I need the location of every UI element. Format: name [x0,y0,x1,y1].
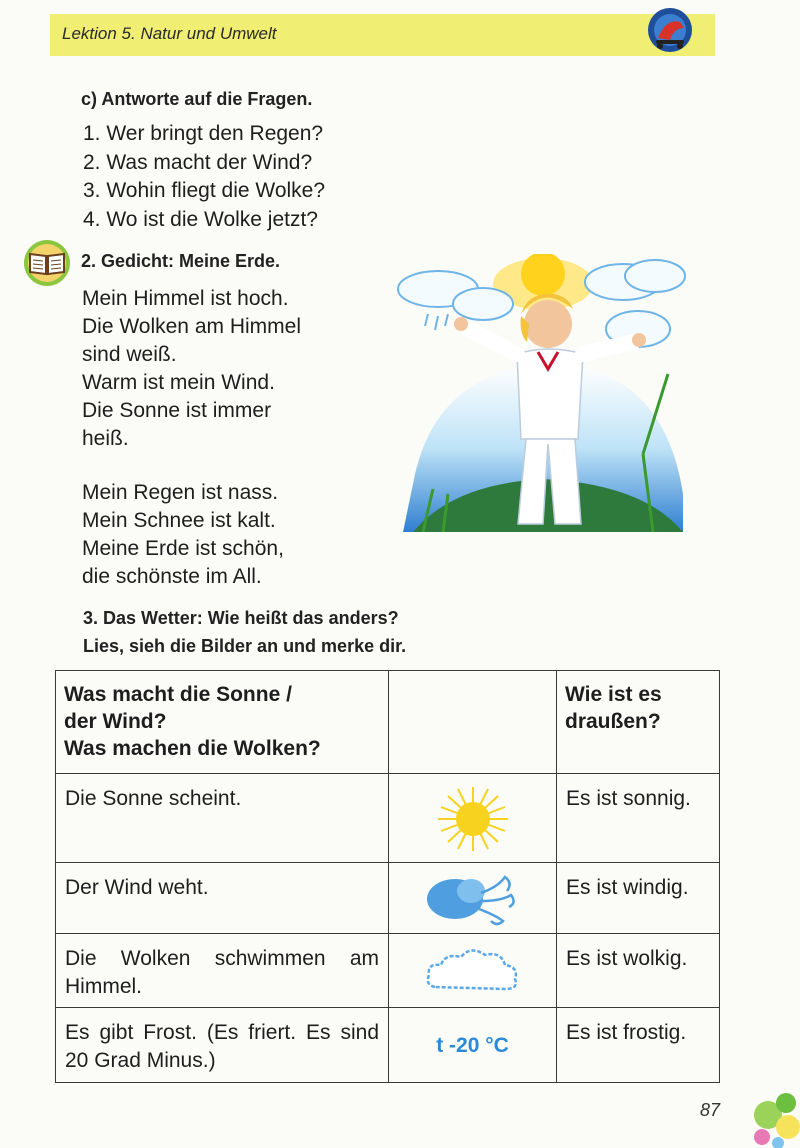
poem-stanza-2 [82,479,284,591]
result-cell: Es ist windig. [566,876,689,899]
lesson-title: Lektion 5. Natur und Umwelt [62,24,277,43]
poem-line: Die Sonne ist immer [82,399,272,422]
wind-icon [423,869,523,929]
cloud-icon [423,943,523,999]
header-line: draußen? [565,710,661,733]
poem-line: Mein Regen ist nass. [82,481,279,504]
header-line: der Wind? [64,710,167,733]
result-cell: Es ist wolkig. [566,947,688,970]
page-number: 87 [700,1100,721,1120]
boy-with-clouds-illustration [393,254,693,532]
question-list [83,120,325,234]
poem-line: Die Wolken am Himmel [82,315,301,338]
column-header-picture [389,671,557,774]
column-header-result [557,671,720,774]
poem-line: Mein Himmel ist hoch. [82,287,289,310]
list-item: 1. Wer bringt den Regen? [83,122,324,145]
section-2-heading: 2. Gedicht: Meine Erde. [81,251,281,271]
section-3-instruction: Lies, sieh die Bilder an und merke dir. [83,636,407,656]
header-line: Wie ist es [565,683,662,706]
action-cell: Der Wind weht. [65,876,209,899]
column-header-action [56,671,389,774]
list-item: 2. Was macht der Wind? [83,150,313,174]
poem-line: sind weiß. [82,343,177,366]
action-cell: Die Wolken schwimmen am Himmel. [65,947,379,998]
decorative-dots-icon [748,1085,800,1148]
table-header-row [56,671,720,774]
table-row [56,1008,720,1083]
header-line: Was machen die Wolken? [64,737,321,760]
action-cell: Die Sonne scheint. [65,787,242,810]
poem-line: heiß. [82,427,129,450]
temperature-label: t -20 °C [436,1034,509,1057]
table-row [56,774,720,863]
weather-table [55,670,720,1083]
table-row [56,863,720,934]
poem-line: Meine Erde ist schön, [82,537,284,560]
section-c-heading: c) Antworte auf die Fragen. [81,89,313,109]
skater-badge-icon [640,2,700,58]
section-3-heading: 3. Das Wetter: Wie heißt das anders? [83,608,399,628]
header-line: Was macht die Sonne / [64,683,292,706]
open-book-icon [22,238,72,288]
list-item: 4. Wo ist die Wolke jetzt? [83,207,318,231]
result-cell: Es ist sonnig. [566,787,691,810]
list-item: 3. Wohin fliegt die Wolke? [83,179,326,202]
sun-icon [423,784,523,854]
table-row [56,934,720,1008]
action-cell: Es gibt Frost. (Es friert. Es sind 20 Grad Minus.) [65,1021,379,1072]
poem-line: die schönste im All. [82,565,262,588]
result-cell: Es ist frostig. [566,1021,687,1044]
poem-line: Warm ist mein Wind. [82,371,275,394]
poem-stanza-1 [82,285,301,453]
poem-line: Mein Schnee ist kalt. [82,509,276,532]
